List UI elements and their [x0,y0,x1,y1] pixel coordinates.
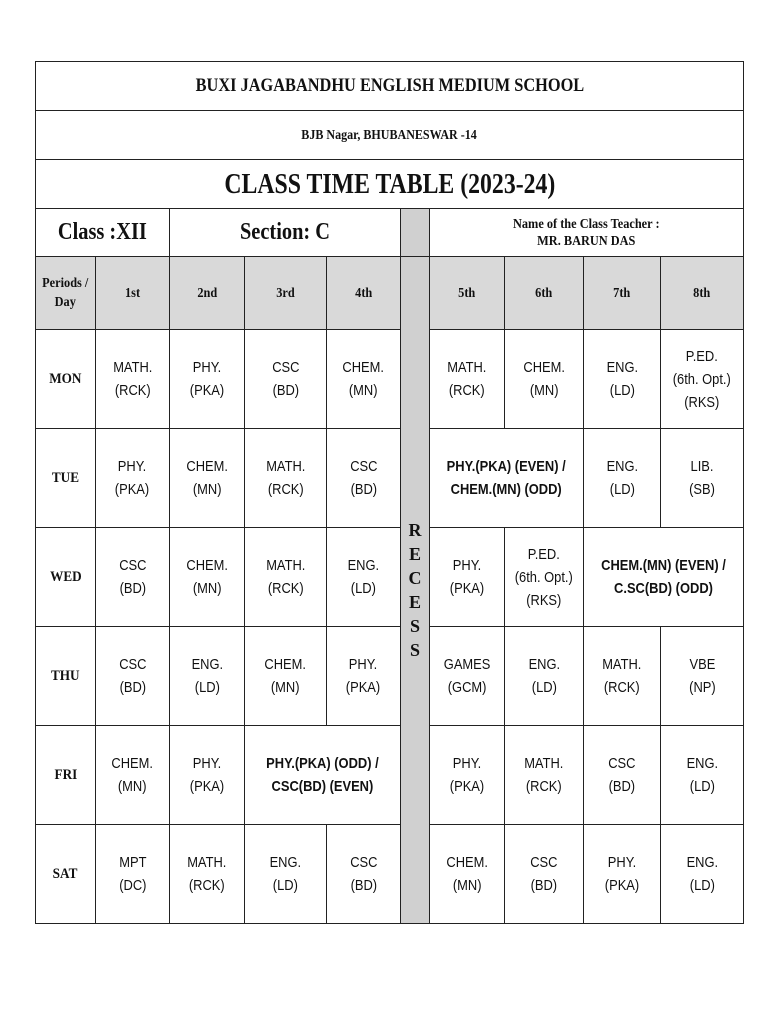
header-period-8: 8th [661,257,744,330]
period-cell: ENG. (LD) [661,825,744,924]
merged-period-cell: PHY.(PKA) (EVEN) / CHEM.(MN) (ODD) [430,429,584,528]
header-period-3: 3rd [245,257,327,330]
period-cell: CHEM. (MN) [96,726,170,825]
school-name-cell [36,62,744,111]
period-cell: ENG. (LD) [505,627,584,726]
period-cell: MATH. (RCK) [584,627,661,726]
period-cell: MPT (DC) [96,825,170,924]
period-cell: ENG. (LD) [327,528,401,627]
row-tue [36,429,744,528]
header-period-6: 6th [505,257,584,330]
period-cell: ENG. (LD) [584,429,661,528]
row-fri [36,726,744,825]
class-teacher-cell [430,209,744,257]
header-period-2: 2nd [170,257,245,330]
period-cell: PHY. (PKA) [170,726,245,825]
period-cell: CSC (BD) [327,825,401,924]
address-cell [36,111,744,160]
period-cell: ENG. (LD) [245,825,327,924]
period-cell: CSC (BD) [245,330,327,429]
period-cell: CSC (BD) [505,825,584,924]
period-cell: MATH. (RCK) [170,825,245,924]
period-cell: PHY. (PKA) [170,330,245,429]
day-label: WED [36,528,96,627]
period-cell: PHY. (PKA) [96,429,170,528]
school-address: BJB Nagar, BHUBANESWAR -14 [301,128,478,143]
page-title: CLASS TIME TABLE (2023-24) [224,167,556,200]
period-cell: CHEM. (MN) [170,429,245,528]
period-cell: CSC (BD) [96,627,170,726]
class-teacher-name: MR. BARUN DAS [537,233,636,249]
header-period-4: 4th [327,257,401,330]
row-sat [36,825,744,924]
period-cell: PHY. (PKA) [327,627,401,726]
period-cell: PHY. (PKA) [584,825,661,924]
period-cell: ENG. (LD) [661,726,744,825]
period-cell: MATH. (RCK) [505,726,584,825]
school-name: BUXI JAGABANDHU ENGLISH MEDIUM SCHOOL [195,75,584,96]
merged-period-cell: CHEM.(MN) (EVEN) / C.SC(BD) (ODD) [584,528,744,627]
header-period-1: 1st [96,257,170,330]
merged-period-cell: PHY.(PKA) (ODD) / CSC(BD) (EVEN) [245,726,401,825]
period-cell: ENG. (LD) [584,330,661,429]
period-cell: ENG. (LD) [170,627,245,726]
row-wed [36,528,744,627]
section-label: Section: C [239,219,331,245]
period-cell: CSC (BD) [96,528,170,627]
period-cell: PHY. (PKA) [430,726,505,825]
period-cell: CHEM. (MN) [170,528,245,627]
section-cell [170,209,401,257]
day-label: FRI [36,726,96,825]
period-cell: MATH. (RCK) [245,429,327,528]
row-mon [36,330,744,429]
header-period-7: 7th [584,257,661,330]
period-cell: VBE (NP) [661,627,744,726]
header-period-5: 5th [430,257,505,330]
period-cell: CHEM. (MN) [505,330,584,429]
period-cell: MATH. (RCK) [430,330,505,429]
period-cell: MATH. (RCK) [245,528,327,627]
header-periods-day: Periods / Day [36,257,96,330]
period-cell: PHY. (PKA) [430,528,505,627]
period-cell: MATH. (RCK) [96,330,170,429]
header-row [36,257,744,330]
period-cell: GAMES (GCM) [430,627,505,726]
recess-top-cell [401,209,430,257]
class-label: Class :XII [58,219,147,245]
day-label: THU [36,627,96,726]
period-cell: CHEM. (MN) [430,825,505,924]
class-teacher-label: Name of the Class Teacher : [513,216,660,232]
day-label: MON [36,330,96,429]
period-cell: P.ED. (6th. Opt.) (RKS) [661,330,744,429]
row-thu [36,627,744,726]
recess-label: R E C E S S [408,520,422,660]
class-cell [36,209,170,257]
timetable [35,61,744,924]
day-label: SAT [36,825,96,924]
period-cell: P.ED. (6th. Opt.) (RKS) [505,528,584,627]
period-cell: CSC (BD) [584,726,661,825]
title-cell [36,160,744,209]
period-cell: CHEM. (MN) [245,627,327,726]
period-cell: CSC (BD) [327,429,401,528]
period-cell: LIB. (SB) [661,429,744,528]
period-cell: CHEM. (MN) [327,330,401,429]
recess-column [401,257,430,924]
day-label: TUE [36,429,96,528]
